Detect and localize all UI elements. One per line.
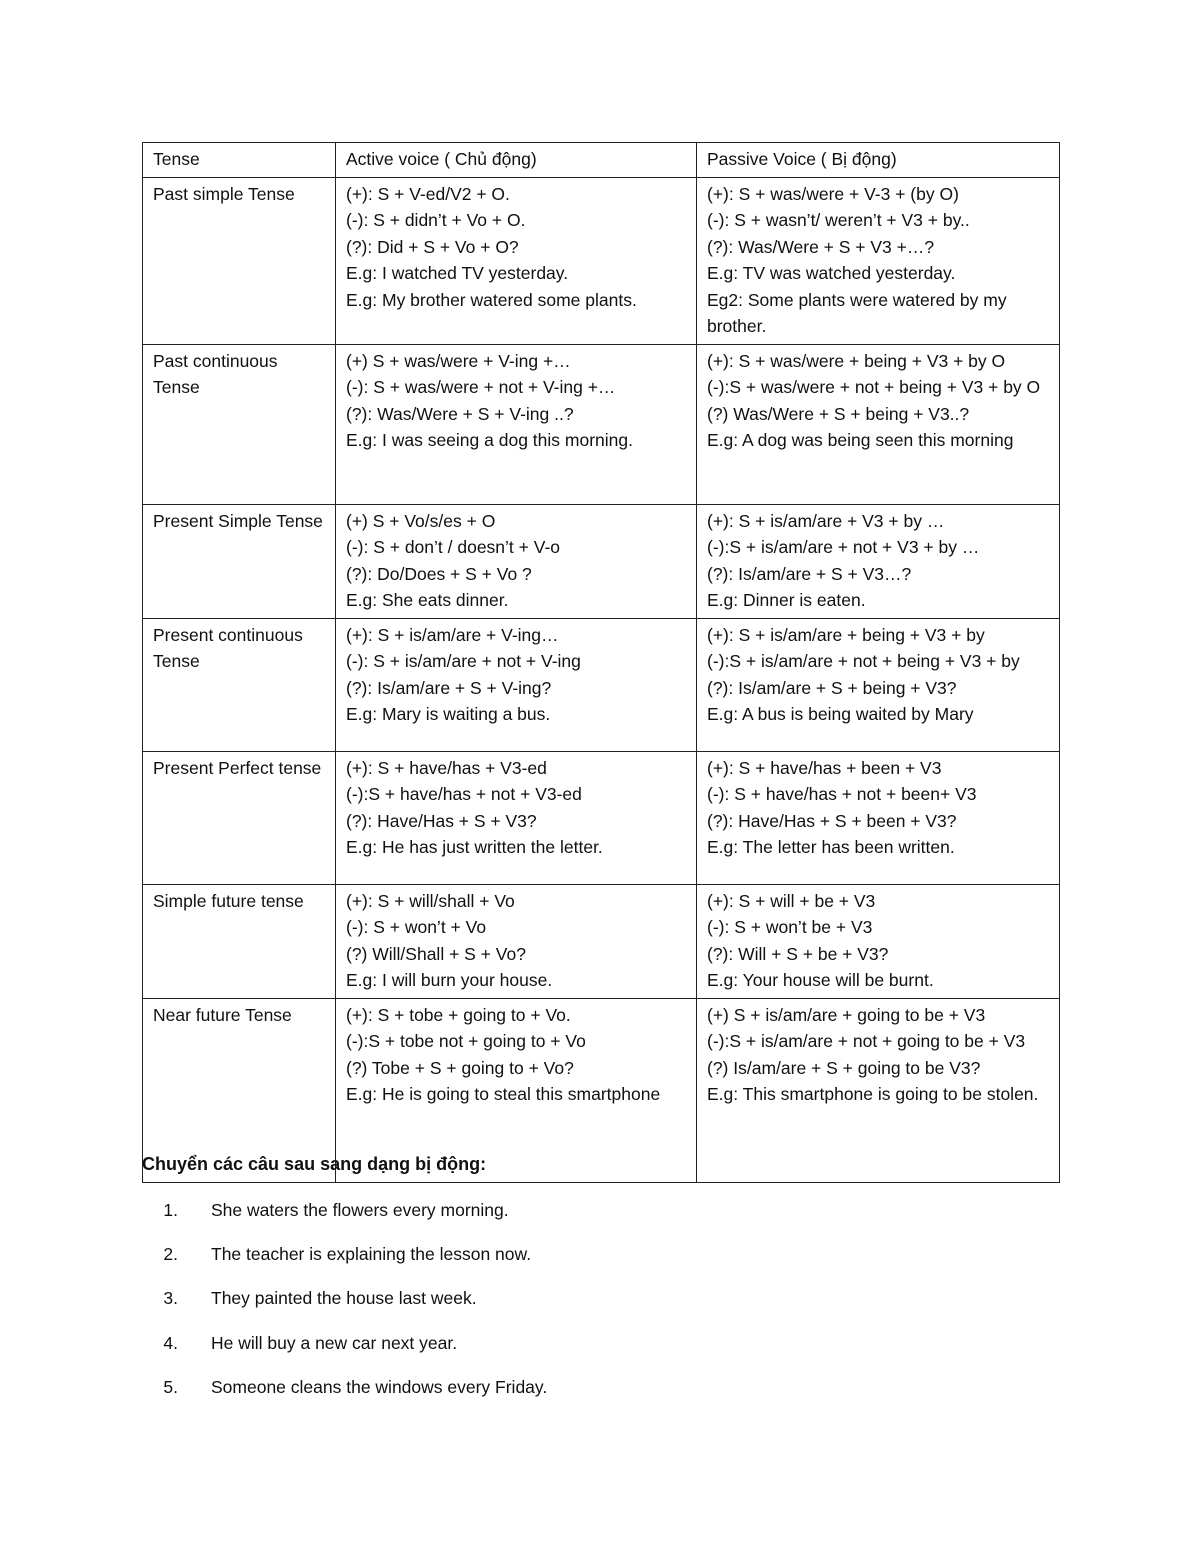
list-item-text: She waters the flowers every morning. [211, 1200, 509, 1220]
header-passive-voice: Passive Voice ( Bị động) [697, 143, 1060, 178]
passive-formula-line: (?) Is/am/are + S + going to be V3? [707, 1057, 981, 1078]
list-item [142, 1284, 547, 1328]
list-item-text: They painted the house last week. [211, 1288, 477, 1309]
active-formula-line: (?): Is/am/are + S + V-ing? [346, 677, 552, 698]
tense-name-cell: Past continuous Tense [143, 344, 336, 504]
active-formula-line: (-): S + won’t + Vo [346, 917, 487, 937]
active-formula-line: (-): S + didn’t + Vo + O. [346, 210, 526, 230]
passive-formula-line: (+): S + will + be + V3 [707, 890, 876, 911]
passive-voice-cell [697, 177, 1060, 344]
active-formula-line: (+): S + have/has + V3-ed [346, 757, 547, 778]
passive-formula-line: (?): Is/am/are + S + V3…? [707, 563, 912, 584]
active-formula-line: (-): S + is/am/are + not + V-ing [346, 651, 581, 671]
exercise-list [142, 1196, 547, 1417]
header-active-voice: Active voice ( Chủ động) [336, 143, 697, 178]
passive-formula-line: (-):S + is/am/are + not + going to be + V3 [707, 1031, 1026, 1051]
tense-name-cell: Simple future tense [143, 884, 336, 998]
active-formula-line: (+): S + is/am/are + V-ing… [346, 624, 559, 645]
active-formula-line: (?): Have/Has + S + V3? [346, 810, 537, 831]
passive-formula-line: (-): S + wasn’t/ weren’t + V3 + by.. [707, 210, 970, 230]
passive-voice-cell [697, 618, 1060, 751]
passive-formula-line: (?): Is/am/are + S + being + V3? [707, 677, 957, 698]
tense-name-cell: Past simple Tense [143, 177, 336, 344]
active-formula-line: (?): Did + S + Vo + O? [346, 236, 519, 257]
passive-formula-line: (+): S + was/were + being + V3 + by O [707, 350, 1006, 371]
passive-voice-cell [697, 884, 1060, 998]
passive-formula-line: (-):S + was/were + not + being + V3 + by O [707, 377, 1041, 397]
table-row [143, 177, 1060, 344]
active-formula-line: (+) S + was/were + V-ing +… [346, 350, 571, 371]
passive-formula-line: (-): S + won’t be + V3 [707, 917, 873, 937]
passive-formula-line: E.g: A dog was being seen this morning [707, 430, 1014, 450]
active-formula-line: E.g: I will burn your house. [346, 970, 553, 990]
table-header-row [143, 143, 1060, 178]
passive-formula-line: (+): S + have/has + been + V3 [707, 757, 942, 778]
passive-formula-line: E.g: A bus is being waited by Mary [707, 704, 974, 724]
table-row [143, 344, 1060, 504]
table-row [143, 618, 1060, 751]
tense-name-cell: Present Perfect tense [143, 751, 336, 884]
list-item-text: He will buy a new car next year. [211, 1332, 458, 1353]
list-item [142, 1240, 547, 1284]
active-formula-line: E.g: He is going to steal this smartphone [346, 1084, 661, 1104]
list-item-number: 1. [163, 1200, 178, 1220]
active-formula-line: (-):S + tobe not + going to + Vo [346, 1031, 586, 1051]
tense-name-cell: Present Simple Tense [143, 504, 336, 618]
active-formula-line: (-):S + have/has + not + V3-ed [346, 784, 582, 804]
passive-formula-line: (+): S + is/am/are + being + V3 + by [707, 624, 985, 645]
passive-formula-line: (+): S + was/were + V-3 + (by O) [707, 183, 959, 204]
list-item-number: 3. [163, 1288, 178, 1309]
active-formula-line: E.g: My brother watered some plants. [346, 289, 637, 310]
active-voice-cell [336, 504, 697, 618]
header-tense: Tense [143, 143, 336, 178]
passive-voice-cell [697, 998, 1060, 1182]
active-formula-line: (?) Will/Shall + S + Vo? [346, 943, 526, 964]
passive-formula-line: (?): Will + S + be + V3? [707, 943, 889, 964]
list-item [142, 1373, 547, 1417]
active-formula-line: (+): S + V-ed/V2 + O. [346, 183, 510, 204]
passive-voice-cell [697, 344, 1060, 504]
passive-formula-line: (+): S + is/am/are + V3 + by … [707, 510, 945, 531]
tense-table [142, 142, 1060, 1183]
passive-formula-line: (?): Was/Were + S + V3 +…? [707, 236, 935, 257]
active-formula-line: (+): S + will/shall + Vo [346, 890, 515, 911]
active-formula-line: (-): S + don’t / doesn’t + V-o [346, 537, 560, 557]
active-voice-cell [336, 177, 697, 344]
table-row [143, 884, 1060, 998]
passive-formula-line: (?): Have/Has + S + been + V3? [707, 810, 957, 831]
list-item-text: Someone cleans the windows every Friday. [211, 1376, 548, 1397]
list-item [142, 1196, 547, 1240]
active-voice-cell [336, 751, 697, 884]
list-item-text: The teacher is explaining the lesson now. [211, 1244, 532, 1265]
active-formula-line: E.g: He has just written the letter. [346, 837, 603, 857]
exercise-title: Chuyển các câu sau sang dạng bị động: [142, 1154, 487, 1174]
passive-formula-line: Eg2: Some plants were watered by my brother. [707, 289, 1007, 336]
active-formula-line: E.g: Mary is waiting a bus. [346, 704, 551, 724]
passive-formula-line: (+) S + is/am/are + going to be + V3 [707, 1004, 986, 1025]
passive-voice-cell [697, 504, 1060, 618]
active-formula-line: (?) Tobe + S + going to + Vo? [346, 1057, 574, 1078]
passive-formula-line: (-): S + have/has + not + been+ V3 [707, 784, 977, 804]
passive-formula-line: E.g: The letter has been written. [707, 837, 955, 857]
active-formula-line: E.g: I was seeing a dog this morning. [346, 430, 633, 450]
list-item [142, 1329, 547, 1373]
list-item-number: 5. [163, 1376, 178, 1397]
active-voice-cell [336, 884, 697, 998]
active-formula-line: (?): Was/Were + S + V-ing ..? [346, 403, 574, 424]
passive-formula-line: E.g: TV was watched yesterday. [707, 263, 956, 283]
passive-formula-line: (-):S + is/am/are + not + V3 + by … [707, 537, 980, 557]
tense-name-cell: Near future Tense [143, 998, 336, 1182]
passive-formula-line: E.g: Dinner is eaten. [707, 590, 866, 610]
active-formula-line: E.g: She eats dinner. [346, 590, 509, 610]
passive-formula-line: (?) Was/Were + S + being + V3..? [707, 403, 970, 424]
list-item-number: 4. [163, 1332, 178, 1353]
tense-name-cell: Present continuous Tense [143, 618, 336, 751]
active-formula-line: (+) S + Vo/s/es + O [346, 510, 496, 531]
table-row [143, 751, 1060, 884]
list-item-number: 2. [163, 1244, 178, 1265]
active-formula-line: (+): S + tobe + going to + Vo. [346, 1004, 571, 1025]
passive-voice-cell [697, 751, 1060, 884]
active-voice-cell [336, 618, 697, 751]
active-formula-line: (-): S + was/were + not + V-ing +… [346, 377, 616, 397]
active-voice-cell [336, 344, 697, 504]
table-row [143, 504, 1060, 618]
passive-formula-line: (-):S + is/am/are + not + being + V3 + by [707, 651, 1020, 671]
passive-formula-line: E.g: Your house will be burnt. [707, 970, 934, 990]
active-formula-line: (?): Do/Does + S + Vo ? [346, 563, 532, 584]
active-formula-line: E.g: I watched TV yesterday. [346, 263, 569, 283]
passive-formula-line: E.g: This smartphone is going to be stolen. [707, 1084, 1039, 1104]
